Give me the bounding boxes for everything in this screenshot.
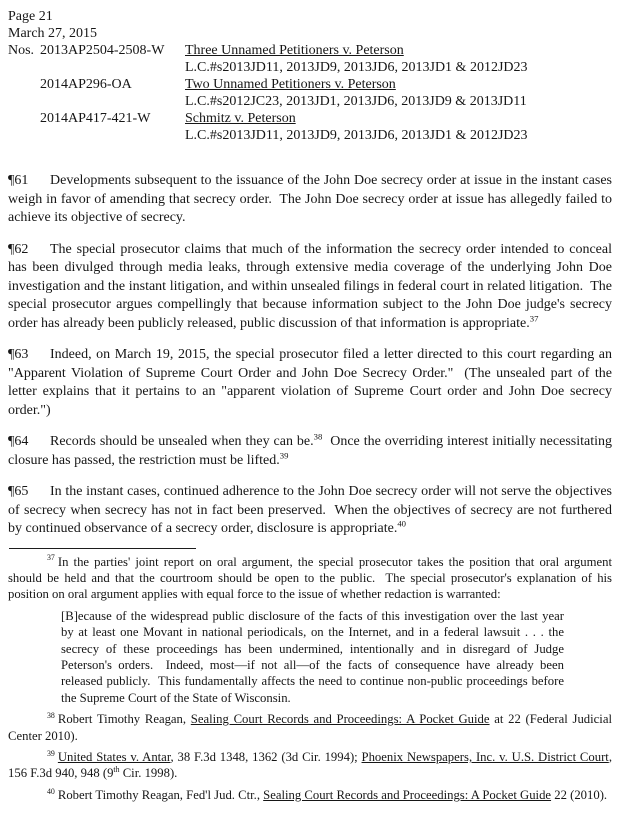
paragraph-61 bbox=[8, 172, 616, 228]
footnote-number: 37 bbox=[47, 553, 55, 563]
paragraph-text: Indeed, on March 19, 2015, the special prosecutor filed a letter directed to this court regarding an "Apparent Violation of Supreme Court Order and John Doe Secrecy Order." (The unsealed part of the letter explains that it pertains to an "apparent violation of Supreme Court order and John Doe secrecy order.") bbox=[8, 347, 616, 418]
case-caption-row bbox=[8, 110, 612, 144]
case-title-block bbox=[185, 76, 612, 110]
paragraph-65 bbox=[8, 483, 616, 539]
case-caption-row bbox=[8, 76, 612, 110]
footnote-number: 39 bbox=[47, 748, 55, 758]
paragraph-number: ¶65 bbox=[8, 484, 29, 499]
paragraph-text: The special prosecutor claims that much of the information the secrecy order intended to conceal has been divulged through media leaks, through extensive media coverage of the underlying John Doe investigation and the instant litigation, and within unsealed filings in federal court in related litigation. The special prosecutor argues compellingly that because information subject to the John Doe judge's secrecy order has already been publicly released, public discussion of that information is appropriate.$^{37}$ bbox=[8, 241, 616, 331]
case-caption-row bbox=[8, 42, 612, 76]
lower-court-numbers: L.C.#s2013JD11, 2013JD9, 2013JD6, 2013JD1 & 2012JD23 bbox=[185, 60, 528, 75]
paragraph-text: Developments subsequent to the issuance of the John Doe secrecy order at issue in the instant cases weigh in favor of amending that secrecy order. The John Doe secrecy order at issue has allegedly failed to achieve its objective of secrecy. bbox=[8, 173, 616, 225]
case-number: 2013AP2504-2508-W bbox=[40, 43, 165, 58]
footnote-39 bbox=[8, 748, 616, 782]
paragraph-62 bbox=[8, 241, 616, 334]
paragraph-number: ¶62 bbox=[8, 241, 29, 257]
document-date: March 27, 2015 bbox=[8, 26, 98, 41]
lower-court-numbers: L.C.#s2012JC23, 2013JD1, 2013JD6, 2013JD9 & 2013JD11 bbox=[185, 94, 527, 109]
paragraph-text: Records should be unsealed when they can be.$^{38}$ Once the overriding interest initially necessitating closure has passed, the restriction must be lifted.$^{39}$ bbox=[8, 431, 616, 468]
lower-court-numbers: L.C.#s2013JD11, 2013JD9, 2013JD6, 2013JD1 & 2012JD23 bbox=[185, 128, 528, 143]
paragraph-number: ¶61 bbox=[8, 173, 29, 188]
case-caption-table bbox=[8, 42, 612, 144]
footnote-38 bbox=[8, 710, 616, 744]
nos-label: Nos. bbox=[8, 43, 35, 58]
paragraph-63 bbox=[8, 346, 616, 420]
paragraph-text: In the instant cases, continued adherence to the John Doe secrecy order will not serve the objectives of secrecy when secrecy has not in fact been preserved. When the objectives of secrecy are not furthered by continued observance of a secrecy order, disclosure is appropriate.$^{40}$ bbox=[8, 484, 616, 536]
page-header bbox=[8, 8, 612, 144]
paragraph-64 bbox=[8, 431, 616, 470]
footnote-separator-rule bbox=[9, 548, 196, 549]
footnote-number: 40 bbox=[47, 786, 55, 796]
footnote-text: United States v. Antar, 38 F.3d 1348, 1362 (3d Cir. 1994); Phoenix Newspapers, Inc. v. U.S. District Court, 156 F.3d 940, 948 (9th Cir. 1998). bbox=[8, 749, 616, 781]
footnote-37 bbox=[8, 553, 616, 603]
footnote-text: Robert Timothy Reagan, Fed'l Jud. Ctr., Sealing Court Records and Proceedings: A Pocket Guide 22 (2010). bbox=[57, 787, 608, 802]
footnote-number: 38 bbox=[47, 710, 55, 720]
paragraph-number: ¶63 bbox=[8, 347, 29, 362]
footnote-40 bbox=[8, 787, 612, 803]
footnote-text: Robert Timothy Reagan, Sealing Court Records and Proceedings: A Pocket Guide at 22 (Federal Judicial Center 2010). bbox=[8, 712, 616, 743]
case-name: Two Unnamed Petitioners v. Peterson bbox=[185, 77, 396, 92]
case-title-block bbox=[185, 110, 612, 144]
footnote-text: In the parties' joint report on oral argument, the special prosecutor takes the position that oral argument should be held and that the courtroom should be open to the public. The special prosecutor's explanation of his position on oral argument applies with equal force to the issue of whether redaction is warranted: bbox=[8, 554, 616, 602]
case-number: 2014AP296-OA bbox=[40, 77, 132, 92]
case-title-block bbox=[185, 42, 612, 76]
page-number-label: Page 21 bbox=[8, 9, 53, 24]
case-name: Three Unnamed Petitioners v. Peterson bbox=[185, 43, 404, 58]
paragraph-number: ¶64 bbox=[8, 434, 29, 449]
case-number: 2014AP417-421-W bbox=[40, 111, 151, 126]
case-name: Schmitz v. Peterson bbox=[185, 111, 296, 126]
footnote-37-blockquote: [B]ecause of the widespread public disclosure of the facts of this investigation over the last year by at least one Movant in national periodicals, on the Internet, and in a federal lawsuit . . . the secrecy of these proceedings has been undermined, intentionally and in disregard of Judge Peterson's orders. Indeed, most—if not all—of the facts of consequence have already been released publicly. This fundamentally affects the need to continue non-public proceedings before the Supreme Court of the State of Wisconsin. bbox=[61, 608, 568, 705]
